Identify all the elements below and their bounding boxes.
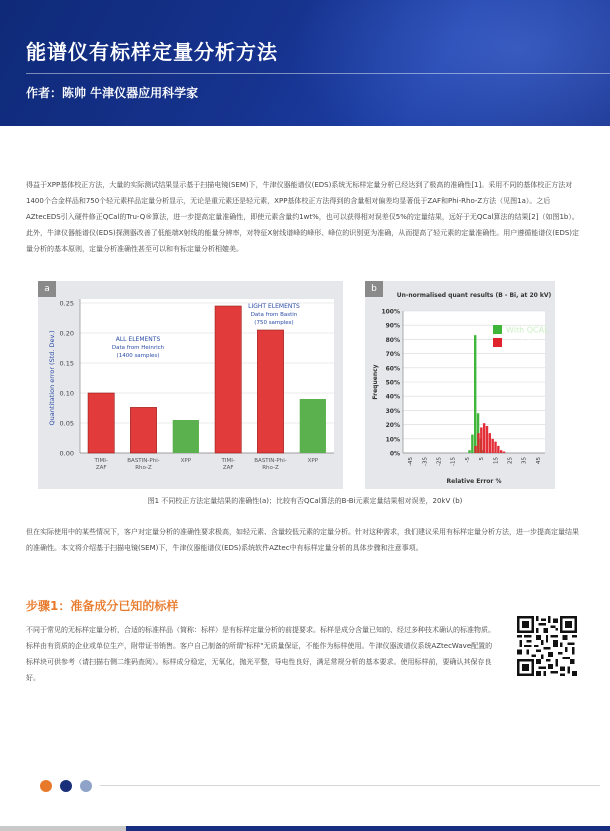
y-tick-label-b: 0%	[389, 450, 400, 458]
legend-label-b: With QCAL	[506, 325, 549, 335]
annotation-left-a: Data from Heinrich	[111, 345, 165, 351]
bar-no-qcal	[477, 433, 479, 453]
author-line: 作者：陈帅 牛津仪器应用科学家	[26, 86, 199, 100]
category-label-a: ZAF	[95, 465, 107, 471]
header-rule	[26, 73, 610, 74]
y-tick-label-b: 70%	[385, 351, 400, 359]
bar-no-qcal	[486, 426, 488, 453]
x-tick-label-b: 15	[493, 457, 500, 464]
y-tick-label-b: 80%	[385, 336, 400, 344]
y-tick-label-b: 100%	[381, 308, 400, 316]
x-tick-label-b: -5	[464, 457, 471, 463]
bar-with-qcal	[474, 335, 476, 453]
bar-no-qcal	[494, 442, 496, 453]
chart-title-b: Un-normalised quant results (B - Bi, at 20 kV)	[396, 292, 552, 299]
x-tick-label-b: 35	[521, 457, 528, 464]
annotation-right-a: LIGHT ELEMENTS	[248, 303, 300, 310]
bar-no-qcal	[500, 450, 502, 453]
y-tick-label-a: 0.20	[59, 329, 74, 338]
intro-paragraph: 得益于XPP基体校正方法，大量的实际测试结果显示基于扫描电镜(SEM)下，牛津仪器能谱仪(EDS)系统无标样定量分析已经达到了极高的准确性[1]。采用不同的基体校正方法对1400个合金样品和750个轻元素样品定量分析显示，无论是重元素还是轻元素，XPP基体校正方法得到的含量相对偏差均显著低于ZAF和Phi-Rho-Z方法（见图1a）。之后AZtecEDS引入硬件修正QCal的Tru-Q®算法，进一步提高定量准确性，即使元素含量约1wt%，也可以获得相对误差仅5%的定量结果，远好于无QCal算法的结果[2]（如图1b）。此外，牛津仪器能谱仪(EDS)探测器改善了低能端X射线的能量分辨率，对特征X射线谱峰的峰形、峰位的识别更为准确，从而提高了轻元素的定量准确性。用户遵循能谱仪(EDS)定量分析的基本原则，定量分析准确性甚至可以和有标定量分析相媲美。	[26, 181, 580, 253]
y-tick-label-a: 0.05	[59, 419, 74, 428]
x-tick-label-b: 45	[535, 457, 542, 464]
bar-a	[215, 306, 241, 453]
y-tick-label-b: 30%	[385, 407, 400, 415]
light-blue-dot	[80, 780, 92, 792]
panel-label-a: a	[38, 281, 56, 297]
y-axis-label-a: Quantitation error (Std. Dev.)	[48, 330, 56, 426]
footer-bar	[0, 826, 610, 831]
qr-code-icon[interactable]	[517, 616, 577, 676]
bar-with-qcal	[471, 435, 473, 453]
annotation-right-a: (750 samples)	[254, 320, 294, 326]
bar-a	[88, 393, 114, 453]
plot-area-a	[80, 299, 334, 453]
y-tick-label-a: 0.15	[59, 359, 74, 368]
bar-no-qcal	[474, 446, 476, 453]
legend-swatch-b	[493, 325, 502, 334]
x-tick-label-b: 25	[507, 457, 514, 464]
category-label-a: TIMI-	[221, 458, 235, 464]
bar-a	[130, 407, 156, 453]
histogram-chart-b	[365, 281, 555, 489]
category-label-a: BASTIN-Phi-	[254, 458, 287, 464]
x-tick-label-b: -15	[450, 457, 457, 466]
y-tick-label-b: 10%	[385, 436, 400, 444]
category-label-a: TIMI-	[94, 458, 108, 464]
y-tick-label-b: 40%	[385, 393, 400, 401]
y-tick-label-a: 0.25	[59, 299, 74, 308]
page-decoration	[40, 780, 600, 792]
bar-a	[300, 399, 326, 453]
page-title: 能谱仪有标样定量分析方法	[26, 40, 278, 64]
x-tick-label-b: -25	[436, 457, 443, 466]
bar-no-qcal	[489, 433, 491, 453]
header-glow	[290, 0, 610, 126]
panel-label-b: b	[365, 281, 383, 297]
category-label-a: Rho-Z	[135, 465, 152, 471]
bar-chart-a	[38, 281, 343, 489]
y-tick-label-b: 90%	[385, 322, 400, 330]
y-tick-label-a: 0.10	[59, 389, 74, 398]
annotation-left-a: (1400 samples)	[116, 353, 160, 359]
category-label-a: XPP	[307, 458, 319, 464]
category-label-a: Rho-Z	[262, 465, 279, 471]
y-tick-label-b: 20%	[385, 422, 400, 430]
y-axis-label-b: Frequency	[372, 364, 379, 400]
bar-no-qcal	[497, 446, 499, 453]
y-tick-label-a: 0.00	[59, 449, 74, 458]
x-tick-label-b: -35	[422, 457, 429, 466]
category-label-a: XPP	[180, 458, 192, 464]
bar-no-qcal	[503, 452, 505, 453]
step1-paragraph: 不同于常见的无标样定量分析，合适的标准样品（简称：标样）是有标样定量分析的前提要求。标样是成分含量已知的、经过多种技术确认的标准物质。标样由有资质的企业或单位生产，附带证书销售。客户自己制备的所谓"标样"无质量保证，不能作为标样使用。牛津仪器波谱仪系统AZtecWave配置的标样块可供参考（请扫描右侧二维码查阅）。标样成分稳定，无氧化，抛光平整，导电性良好，满足常规分析的基本要求。使用标样前，要确认其保存良好。	[26, 626, 495, 682]
figure-caption: 图1 不同校正方法定量结果的准确性(a)；比较有否QCal算法的B-Bi元素定量结果相对误差，20kV (b)	[147, 497, 463, 505]
x-tick-label-b: -45	[408, 457, 415, 466]
annotation-left-a: ALL ELEMENTS	[115, 336, 161, 343]
y-tick-label-b: 50%	[385, 379, 400, 387]
figure-panel-b	[365, 281, 555, 489]
legend-label-b: No QCAL	[506, 338, 542, 348]
page-header	[0, 0, 610, 126]
bar-a	[173, 420, 199, 453]
footer-bar-dark	[126, 826, 610, 831]
bar-no-qcal	[483, 423, 485, 453]
method-paragraph: 但在实际使用中的某些情况下，客户对定量分析的准确性要求极高，如轻元素、含量较低元素的定量分析。针对这种需求，我们建议采用有标样定量分析方法，进一步提高定量结果的准确性。本文将介绍基于扫描电镜(SEM)下，牛津仪器能谱仪(EDS)系统软件AZtec中有标样定量分析的具体步骤和注意事项。	[26, 528, 579, 552]
navy-dot	[60, 780, 72, 792]
bar-no-qcal	[491, 439, 493, 453]
y-tick-label-b: 60%	[385, 365, 400, 373]
category-label-a: ZAF	[222, 465, 234, 471]
bar-with-qcal	[468, 450, 470, 453]
footer-bar-light	[0, 826, 126, 831]
category-label-a: BASTIN-Phi-	[127, 458, 160, 464]
decoration-line	[100, 785, 600, 786]
figure-panel-a	[38, 281, 343, 489]
step1-heading: 步骤1：准备成分已知的标样	[26, 599, 179, 613]
x-tick-label-b: 5	[479, 457, 486, 461]
x-axis-label-b: Relative Error %	[446, 478, 502, 485]
bar-a	[257, 330, 283, 453]
bar-no-qcal	[480, 427, 482, 453]
legend-swatch-b	[493, 338, 502, 347]
orange-dot	[40, 780, 52, 792]
annotation-right-a: Data from Bastin	[250, 312, 298, 318]
